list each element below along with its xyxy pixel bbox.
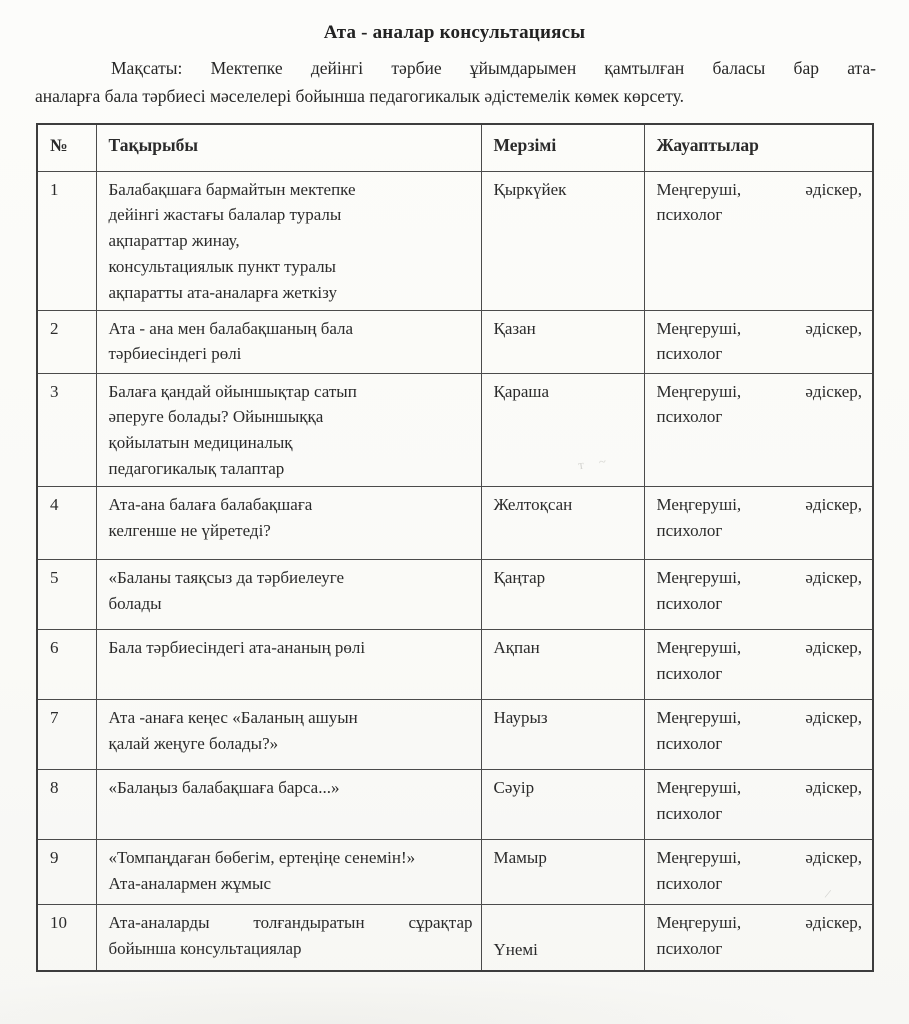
responsible-cell [644,904,873,971]
responsible-cell [644,699,873,769]
term-cell [481,699,644,769]
responsible-line1 [657,705,865,731]
responsible-line1 [657,492,865,518]
scan-artifact: т ~ [577,452,613,473]
table-row [37,310,873,373]
responsible-line1 [657,379,865,405]
responsible-word: әдіскер, [805,847,862,867]
topic-cell [96,629,481,699]
topic-line: «Баланы таяқсыз да тәрбиелеуге [108,567,345,587]
purpose-paragraph [35,54,876,111]
topic-line: Ата-аналармен жұмыс [108,873,272,893]
responsible-word: әдіскер, [805,567,862,587]
topic-cell [96,373,481,486]
term-value: Қыркүйек [493,179,567,199]
topic-cell [96,310,481,373]
schedule-table-body [37,171,873,971]
topic-line: Бала тәрбиесіндегі ата-ананың рөлі [108,637,366,657]
responsible-line2: психолог [656,663,723,683]
table-row [37,839,873,904]
topic-line: әперуге болады? Ойыншыққа [108,407,324,427]
responsible-line1 [657,910,865,936]
responsible-word: Меңгеруші, [656,847,742,867]
row-number: 8 [37,769,96,839]
responsible-word: әдіскер, [805,637,862,657]
responsible-line1 [657,775,865,801]
term-value: Наурыз [493,707,548,727]
responsible-word: Меңгеруші, [656,912,742,932]
responsible-cell [644,486,873,559]
topic-line: қойылатын медициналық [108,433,293,453]
responsible-line2: психолог [656,803,723,823]
purpose-line: Мақсаты: Мектепке дейінгі тәрбие ұйымдарымен қамтылған баласы бар ата- [111,58,876,78]
row-number: 4 [37,486,96,559]
responsible-line2: психолог [656,407,723,427]
topic-line: Балабақшаға бармайтын мектепке [108,179,356,199]
responsible-word: әдіскер, [805,494,862,514]
term-cell [481,171,644,310]
topic-line: қалай жеңуге болады?» [108,733,279,753]
term-cell [481,373,644,486]
row-number: 10 [37,904,96,971]
responsible-word: Меңгеруші, [656,777,742,797]
table-row [37,171,873,310]
responsible-word: әдіскер, [805,777,862,797]
consultation-schedule-table [36,123,874,972]
responsible-word: Меңгеруші, [656,637,742,657]
topic-line: дейінгі жастағы балалар туралы [108,205,342,225]
responsible-word: әдіскер, [805,179,862,199]
responsible-word: әдіскер, [805,381,862,401]
responsible-line2: психолог [656,938,723,958]
scan-shadow [0,964,909,1024]
table-row [37,629,873,699]
responsible-cell [644,559,873,629]
row-number: 9 [37,839,96,904]
row-number: 1 [37,171,96,310]
table-row [37,373,873,486]
term-cell [481,769,644,839]
term-value: Үнемі [493,939,538,959]
responsible-line2: психолог [656,344,723,364]
term-cell [481,904,644,971]
responsible-line2: психолог [656,520,723,540]
topic-line: «Балаңыз балабақшаға барса...» [108,777,340,797]
term-value: Ақпан [493,637,540,657]
responsible-line1 [657,177,865,203]
topic-line: болады [108,593,162,613]
responsible-line1 [657,565,865,591]
responsible-word: әдіскер, [805,707,862,727]
table-row [37,904,873,971]
topic-cell [96,171,481,310]
table-row [37,699,873,769]
term-value: Қараша [493,381,550,401]
responsible-cell [644,769,873,839]
term-cell [481,839,644,904]
responsible-word: Меңгеруші, [656,494,742,514]
term-value: Сәуір [493,777,535,797]
responsible-line2: психолог [656,873,723,893]
topic-cell [96,486,481,559]
term-value: Желтоқсан [493,494,573,514]
responsible-cell [644,839,873,904]
term-cell [481,486,644,559]
topic-line: Ата -анаға кеңес «Баланың ашуын [108,707,358,727]
topic-cell [96,839,481,904]
header-responsible: Жауаптылар [644,124,873,171]
responsible-word: Меңгеруші, [656,179,742,199]
row-number: 2 [37,310,96,373]
header-number: № [37,124,96,171]
table-row [37,486,873,559]
topic-line: педагогикалық талаптар [108,459,285,479]
topic-line: «Томпаңдаған бөбегім, ертеңіңе сенемін!» [108,847,416,867]
responsible-cell [644,310,873,373]
page-title: Ата - аналар консультациясы [323,22,586,43]
scan-artifact: / [823,885,833,902]
term-cell [481,559,644,629]
responsible-line2: психолог [656,593,723,613]
row-number: 6 [37,629,96,699]
responsible-word: әдіскер, [805,318,862,338]
table-header [37,124,873,171]
term-cell [481,629,644,699]
responsible-line2: психолог [656,733,723,753]
header-term: Мерзімі [481,124,644,171]
table-header-row [37,124,873,171]
responsible-line1 [657,635,865,661]
responsible-line2: психолог [656,205,723,225]
topic-line: тәрбиесіндегі рөлі [108,344,242,364]
row-number: 5 [37,559,96,629]
responsible-word: Меңгеруші, [656,318,742,338]
responsible-line1 [657,316,865,342]
topic-line: ақпараттар жинау, [108,231,240,251]
table-row [37,769,873,839]
responsible-cell [644,373,873,486]
purpose-line: аналарға бала тәрбиесі мәселелері бойынша педагогикалык әдістемелік көмек көрсету. [35,86,684,107]
row-number: 7 [37,699,96,769]
topic-cell [96,904,481,971]
topic-line: Ата-аналарды толғандыратын сұрақтар [108,912,473,932]
topic-line: ақпаратты ата-аналарға жеткізу [108,282,338,302]
term-value: Қаңтар [493,567,546,587]
topic-cell [96,769,481,839]
row-number: 3 [37,373,96,486]
responsible-line1 [657,845,865,871]
term-cell [481,310,644,373]
responsible-word: Меңгеруші, [656,567,742,587]
responsible-word: Меңгеруші, [656,381,742,401]
topic-line: консультациялык пункт туралы [108,256,336,276]
topic-cell [96,699,481,769]
term-value: Қазан [493,318,536,338]
topic-line: Ата - ана мен балабақшаның бала [108,318,354,338]
topic-line: бойынша консультациялар [108,938,302,958]
header-topic: Тақырыбы [96,124,481,171]
topic-line: келгенше не үйретеді? [108,520,271,540]
table-row [37,559,873,629]
responsible-cell [644,171,873,310]
responsible-cell [644,629,873,699]
responsible-word: әдіскер, [805,912,862,932]
topic-cell [96,559,481,629]
topic-line: Ата-ана балаға балабақшаға [108,494,313,514]
term-value: Мамыр [493,847,547,867]
responsible-word: Меңгеруші, [656,707,742,727]
topic-line: Балаға қандай ойыншықтар сатып [108,381,357,401]
